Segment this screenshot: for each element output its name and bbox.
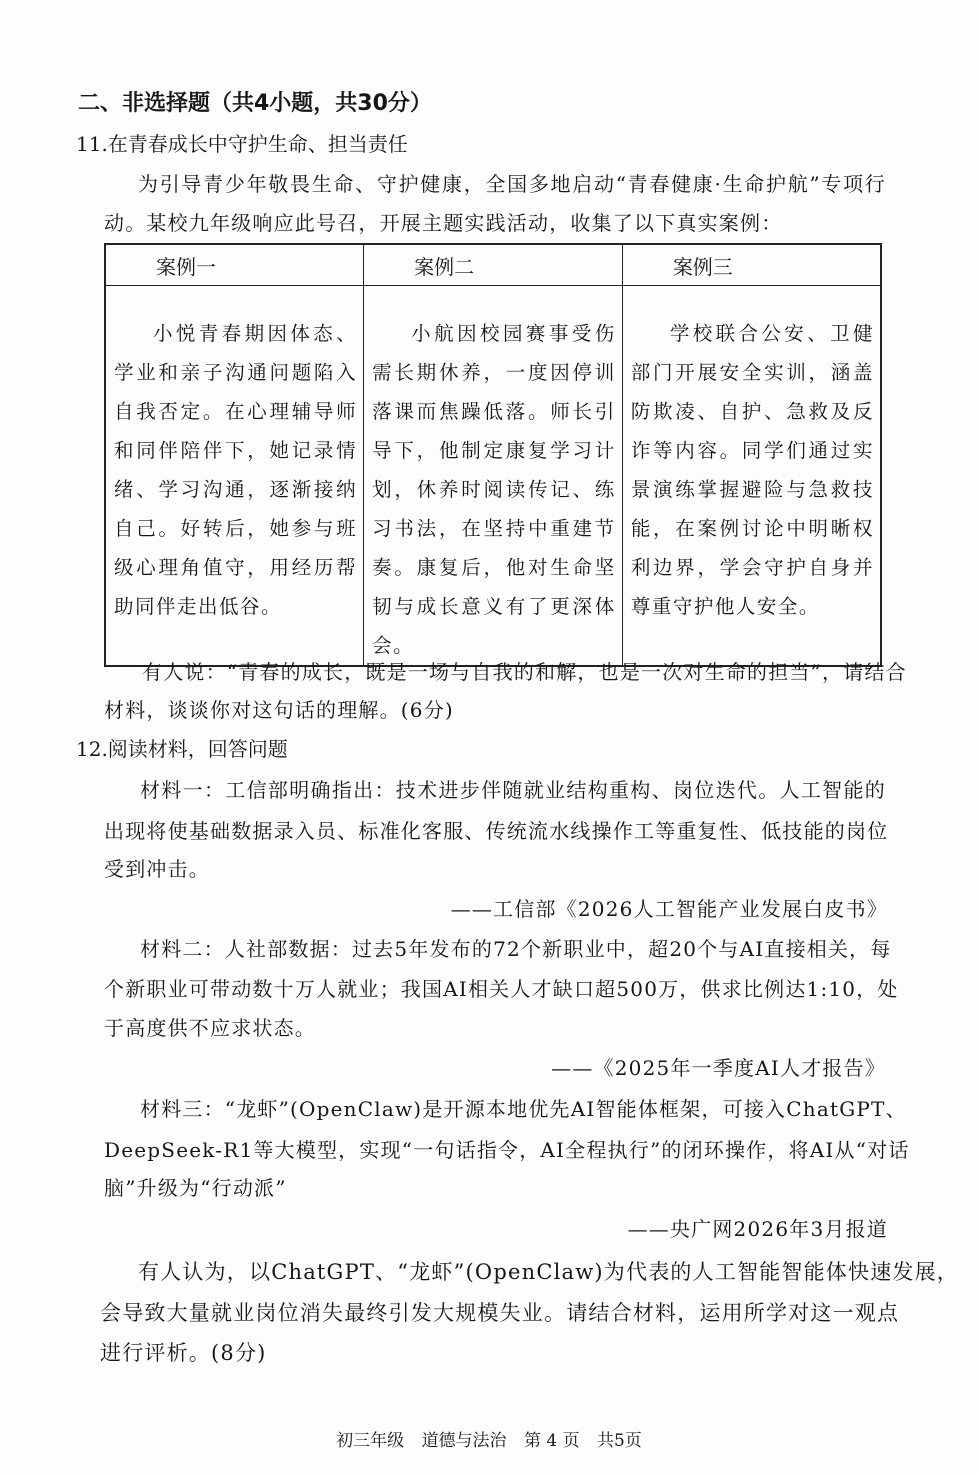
material-1-line-2: 出现将使基础数据录入员、标准化客服、传统流水线操作工等重复性、低技能的岗位 xyxy=(104,819,889,843)
case-header-3: 案例三 xyxy=(622,244,881,286)
footer-grade: 初三年级 xyxy=(336,1431,405,1451)
q11-intro-line-1: 为引导青少年敬畏生命、守护健康，全国多地启动“青春健康·生命护航”专项行 xyxy=(138,172,886,196)
material-1-line-1: 材料一：工信部明确指出：技术进步伴随就业结构重构、岗位迭代。人工智能的 xyxy=(140,778,886,802)
footer-page: 第 4 页 xyxy=(523,1431,580,1451)
q11-intro-line-2: 动。某校九年级响应此号召，开展主题实践活动，收集了以下真实案例： xyxy=(104,211,783,235)
material-2-line-1: 材料二：人社部数据：过去5年发布的72个新职业中，超20个与AI直接相关，每 xyxy=(140,937,892,961)
footer-subject: 道德与法治 xyxy=(421,1431,507,1451)
material-2-source: ——《2025年一季度AI人才报告》 xyxy=(551,1056,886,1080)
case-cell-1 xyxy=(105,286,364,667)
case-text-3: 学校联合公安、卫健部门开展安全实训，涵盖防欺凌、自护、急救及反诈等内容。同学们通过实景演练掌握避险与急救技能，在案例讨论中明晰权利边界，学会守护自身并尊重守护他人安全。 xyxy=(630,322,874,618)
question-11-title: 11.在青春成长中守护生命、担当责任 xyxy=(76,132,408,156)
material-3-line-2: DeepSeek-R1等大模型，实现“一句话指令，AI全程执行”的闭环操作，将AI从“对话 xyxy=(104,1138,910,1162)
section-title: 二、非选择题（共4小题，共30分） xyxy=(78,91,432,116)
case-text-2: 小航因校园赛事受伤需长期休养，一度因停训落课而焦躁低落。师长引导下，他制定康复学习计划，休养时阅读传记、练习书法，在坚持中重建节奏。康复后，他对生命坚韧与成长意义有了更深体会。 xyxy=(372,322,616,657)
q11-prompt-line-2: 材料，谈谈你对这句话的理解。(6分) xyxy=(104,698,454,722)
case-cell-2 xyxy=(364,286,623,667)
case-text-1: 小悦青春期因体态、学业和亲子沟通问题陷入自我否定。在心理辅导师和同伴陪伴下，她记录情绪、学习沟通，逐渐接纳自己。好转后，她参与班级心理角值守，用经历帮助同伴走出低谷。 xyxy=(114,322,358,618)
case-header-1: 案例一 xyxy=(105,244,364,286)
material-1-line-3: 受到冲击。 xyxy=(104,857,210,881)
q12-prompt-line-2: 会导致大量就业岗位消失最终引发大规模失业。请结合材料，运用所学对这一观点 xyxy=(100,1301,900,1325)
q12-prompt-line-3: 进行评析。(8分) xyxy=(100,1341,267,1365)
case-cell-3 xyxy=(622,286,881,667)
material-2-line-3: 于高度供不应求状态。 xyxy=(104,1016,316,1040)
page-footer xyxy=(0,1426,978,1451)
footer-total: 共5页 xyxy=(597,1431,642,1451)
question-12-title: 12.阅读材料，回答问题 xyxy=(76,737,288,761)
material-3-source: ——央广网2026年3月报道 xyxy=(627,1217,888,1241)
material-3-line-1: 材料三：“龙虾”(OpenClaw)是开源本地优先AI智能体框架，可接入ChatGPT、 xyxy=(140,1097,907,1121)
material-1-source: ——工信部《2026人工智能产业发展白皮书》 xyxy=(450,897,888,921)
case-header-2: 案例二 xyxy=(364,244,623,286)
q11-prompt-line-1: 有人说：“青春的成长，既是一场与自我的和解，也是一次对生命的担当”，请结合 xyxy=(142,660,907,684)
case-table xyxy=(104,243,882,667)
q12-prompt-line-1: 有人认为，以ChatGPT、“龙虾”(OpenClaw)为代表的人工智能智能体快速发展， xyxy=(138,1260,960,1284)
material-3-line-3: 脑”升级为“行动派” xyxy=(104,1176,287,1200)
material-2-line-2: 个新职业可带动数十万人就业；我国AI相关人才缺口超500万，供求比例达1:10，处 xyxy=(104,977,899,1001)
